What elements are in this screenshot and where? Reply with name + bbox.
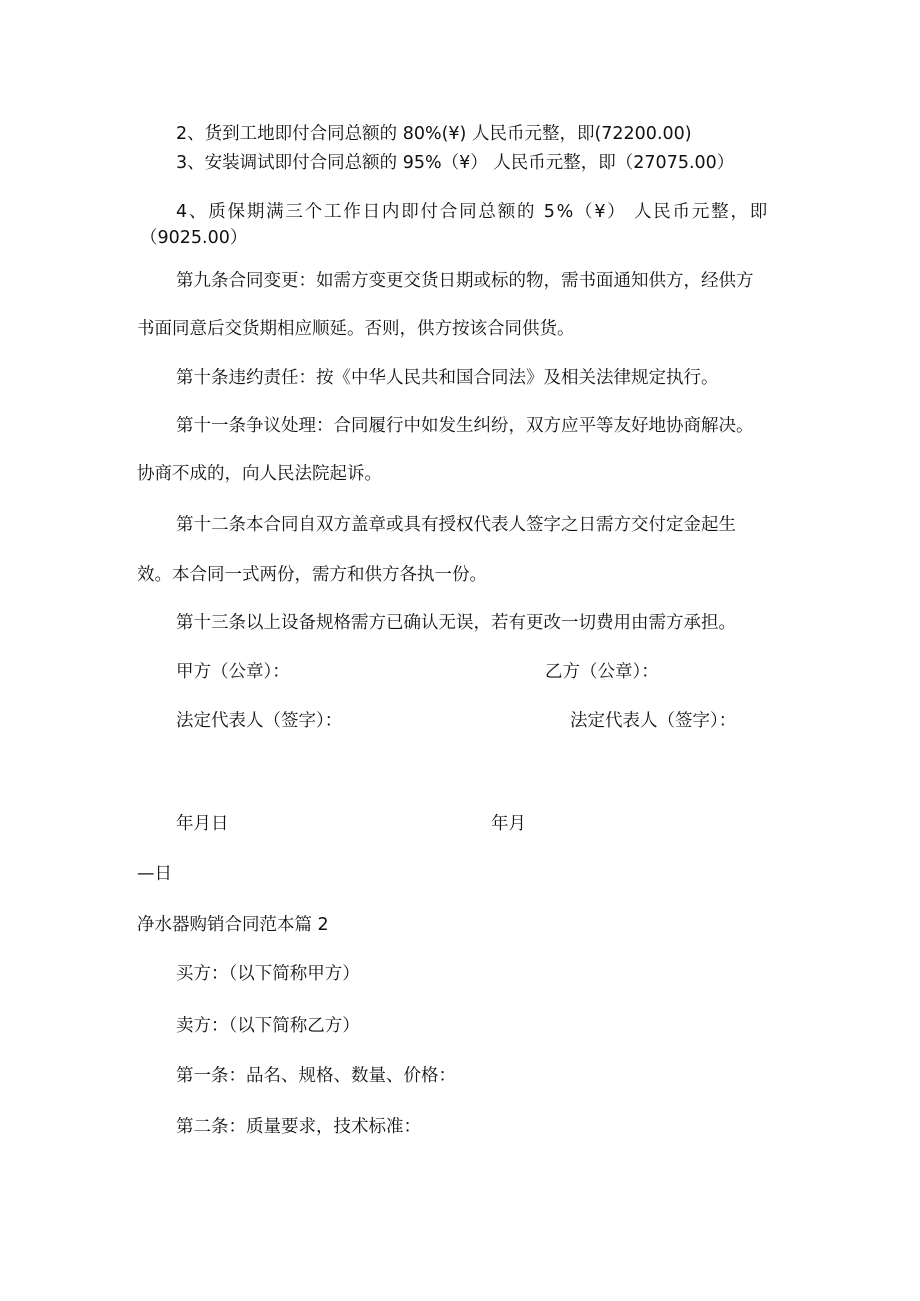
article-2-heading: 第二条：质量要求，技术标准： — [176, 1117, 421, 1137]
article-9-line-2: 书面同意后交货期相应顺延。否则，供方按该合同供货。 — [137, 319, 575, 339]
article-10: 第十条违约责任：按《中华人民共和国合同法》及相关法律规定执行。 — [176, 368, 719, 388]
contract-2-title: 净水器购销合同范本篇 2 — [137, 915, 329, 935]
party-a-representative-label: 法定代表人（签字）： — [176, 711, 343, 731]
party-b-day-label: —日 — [137, 864, 172, 884]
payment-item-2: 2、货到工地即付合同总额的 80%(¥) 人民币元整，即(72200.00) — [176, 124, 692, 144]
article-13: 第十三条以上设备规格需方已确认无误，若有更改一切费用由需方承担。 — [176, 613, 736, 633]
party-b-representative-label: 法定代表人（签字）： — [570, 711, 737, 731]
party-b-seal-label: 乙方（公章）： — [545, 662, 659, 682]
party-b-date-label: 年月 — [491, 814, 526, 834]
party-a-seal-label: 甲方（公章）： — [176, 662, 290, 682]
payment-item-4-line-1: 4、质保期满三个工作日内即付合同总额的 5%（¥） 人民币元整，即 — [176, 202, 770, 222]
buyer-label: 买方：（以下简称甲方） — [176, 964, 360, 984]
article-11-line-2: 协商不成的，向人民法院起诉。 — [137, 464, 382, 484]
seller-label: 卖方：（以下简称乙方） — [176, 1016, 360, 1036]
payment-item-3: 3、安装调试即付合同总额的 95%（¥） 人民币元整，即（27075.00） — [176, 153, 735, 173]
party-a-date-label: 年月日 — [176, 814, 229, 834]
payment-item-4-line-2: （9025.00） — [140, 228, 248, 248]
article-12-line-2: 效。本合同一式两份，需方和供方各执一份。 — [137, 565, 487, 585]
article-11-line-1: 第十一条争议处理：合同履行中如发生纠纷，双方应平等友好地协商解决。 — [176, 416, 754, 436]
article-9-line-1: 第九条合同变更：如需方变更交货日期或标的物，需书面通知供方，经供方 — [176, 271, 754, 291]
article-12-line-1: 第十二条本合同自双方盖章或具有授权代表人签字之日需方交付定金起生 — [176, 515, 736, 535]
article-1-heading: 第一条：品名、规格、数量、价格： — [176, 1066, 456, 1086]
